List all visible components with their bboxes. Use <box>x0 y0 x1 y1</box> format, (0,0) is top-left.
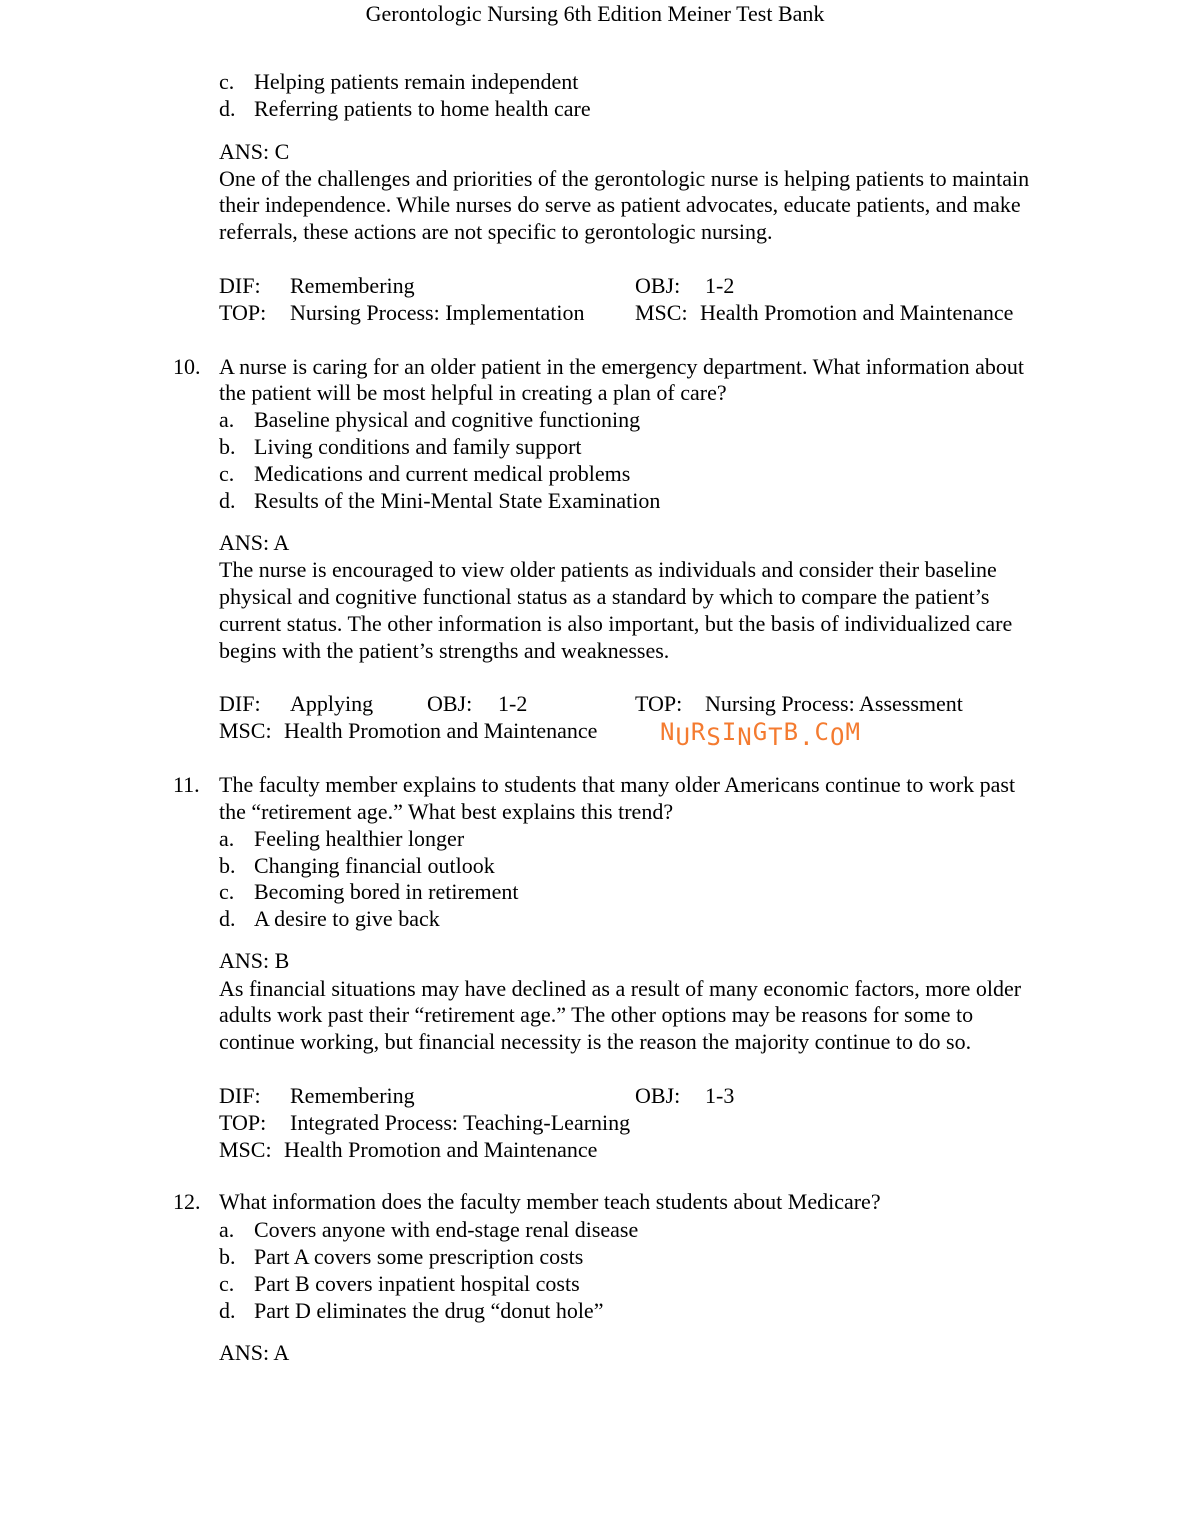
obj-label: OBJ: <box>427 691 473 716</box>
top-value: Nursing Process: Assessment <box>705 691 963 716</box>
option-text: Results of the Mini-Mental State Examination <box>254 488 661 513</box>
rationale-line: referrals, these actions are not specific to gerontologic nursing. <box>219 219 773 244</box>
option-text: A desire to give back <box>254 906 440 931</box>
obj-value: 1-2 <box>705 273 735 298</box>
answer: ANS: B <box>219 948 290 973</box>
option-letter: b. <box>219 853 236 878</box>
msc-label: MSC: <box>219 718 272 743</box>
watermark-letter: N <box>737 723 753 751</box>
option-letter: d. <box>219 488 236 513</box>
option-text: Helping patients remain independent <box>254 69 579 94</box>
option-letter: c. <box>219 69 235 94</box>
question-stem: A nurse is caring for an older patient in the emergency department. What information about <box>219 354 1024 379</box>
option-text: Becoming bored in retirement <box>254 879 519 904</box>
obj-value: 1-3 <box>705 1083 735 1108</box>
option-letter: a. <box>219 1217 235 1242</box>
option-letter: c. <box>219 879 235 904</box>
answer: ANS: A <box>219 530 290 555</box>
msc-label: MSC: <box>635 300 688 325</box>
question-stem: The faculty member explains to students that many older Americans continue to work past <box>219 772 1016 797</box>
question-stem: What information does the faculty member teach students about Medicare? <box>219 1189 881 1214</box>
rationale-line: current status. The other information is also important, but the basis of individualized care <box>219 611 1013 636</box>
option-text: Medications and current medical problems <box>254 461 631 486</box>
obj-value: 1-2 <box>498 691 528 716</box>
top-value: Integrated Process: Teaching-Learning <box>290 1110 631 1135</box>
dif-value: Remembering <box>290 1083 415 1108</box>
watermark-letter: B <box>783 718 800 746</box>
obj-label: OBJ: <box>635 273 681 298</box>
dif-label: DIF: <box>219 691 261 716</box>
msc-label: MSC: <box>219 1137 272 1162</box>
answer: ANS: C <box>219 139 290 164</box>
option-text: Changing financial outlook <box>254 853 495 878</box>
msc-value: Health Promotion and Maintenance <box>284 1137 598 1162</box>
option-letter: b. <box>219 434 236 459</box>
top-label: TOP: <box>635 691 683 716</box>
question-number: 12. <box>173 1189 201 1214</box>
watermark-letter: T <box>768 723 784 751</box>
watermark-letter: . <box>799 723 815 751</box>
option-letter: a. <box>219 407 235 432</box>
dif-label: DIF: <box>219 1083 261 1108</box>
option-letter: d. <box>219 1298 236 1323</box>
watermark-letter: U <box>675 723 691 751</box>
obj-label: OBJ: <box>635 1083 681 1108</box>
option-letter: d. <box>219 96 236 121</box>
watermark <box>660 720 861 750</box>
question-number: 10. <box>173 354 201 379</box>
question-stem: the “retirement age.” What best explains this trend? <box>219 799 674 824</box>
watermark-letter: N <box>660 718 676 746</box>
msc-value: Health Promotion and Maintenance <box>284 718 598 743</box>
page-header: Gerontologic Nursing 6th Edition Meiner Test Bank <box>365 1 825 26</box>
dif-label: DIF: <box>219 273 261 298</box>
question-number: 11. <box>173 772 200 797</box>
dif-value: Applying <box>290 691 374 716</box>
answer: ANS: A <box>219 1340 290 1365</box>
watermark-letter: G <box>752 718 769 746</box>
watermark-letter: C <box>814 718 830 746</box>
rationale-line: physical and cognitive functional status as a standard by which to compare the patient’s <box>219 584 990 609</box>
rationale-line: The nurse is encouraged to view older patients as individuals and consider their baseline <box>219 557 997 582</box>
option-text: Part D eliminates the drug “donut hole” <box>254 1298 604 1323</box>
top-label: TOP: <box>219 300 267 325</box>
option-text: Part A covers some prescription costs <box>254 1244 584 1269</box>
option-letter: b. <box>219 1244 236 1269</box>
top-value: Nursing Process: Implementation <box>290 300 585 325</box>
option-letter: d. <box>219 906 236 931</box>
rationale-line: begins with the patient’s strengths and weaknesses. <box>219 638 670 663</box>
rationale-line: adults work past their “retirement age.” The other options may be reasons for some to <box>219 1002 974 1027</box>
option-letter: a. <box>219 826 235 851</box>
rationale-line: continue working, but financial necessity is the reason the majority continue to do so. <box>219 1029 972 1054</box>
option-letter: c. <box>219 461 235 486</box>
watermark-letter: I <box>721 718 738 746</box>
dif-value: Remembering <box>290 273 415 298</box>
option-text: Referring patients to home health care <box>254 96 591 121</box>
rationale-line: As financial situations may have declined as a result of many economic factors, more older <box>219 976 1022 1001</box>
top-label: TOP: <box>219 1110 267 1135</box>
option-text: Living conditions and family support <box>254 434 582 459</box>
watermark-letter: M <box>845 718 861 746</box>
watermark-letter: O <box>829 723 846 751</box>
option-letter: c. <box>219 1271 235 1296</box>
question-stem: the patient will be most helpful in creating a plan of care? <box>219 380 727 405</box>
watermark-letter: R <box>690 718 707 746</box>
option-text: Baseline physical and cognitive functioning <box>254 407 641 432</box>
option-text: Covers anyone with end-stage renal disease <box>254 1217 639 1242</box>
rationale-line: their independence. While nurses do serve as patient advocates, educate patients, and make <box>219 192 1021 217</box>
option-text: Feeling healthier longer <box>254 826 465 851</box>
msc-value: Health Promotion and Maintenance <box>700 300 1014 325</box>
rationale-line: One of the challenges and priorities of the gerontologic nurse is helping patients to maintain <box>219 166 1030 191</box>
option-text: Part B covers inpatient hospital costs <box>254 1271 580 1296</box>
watermark-letter: S <box>706 723 722 751</box>
